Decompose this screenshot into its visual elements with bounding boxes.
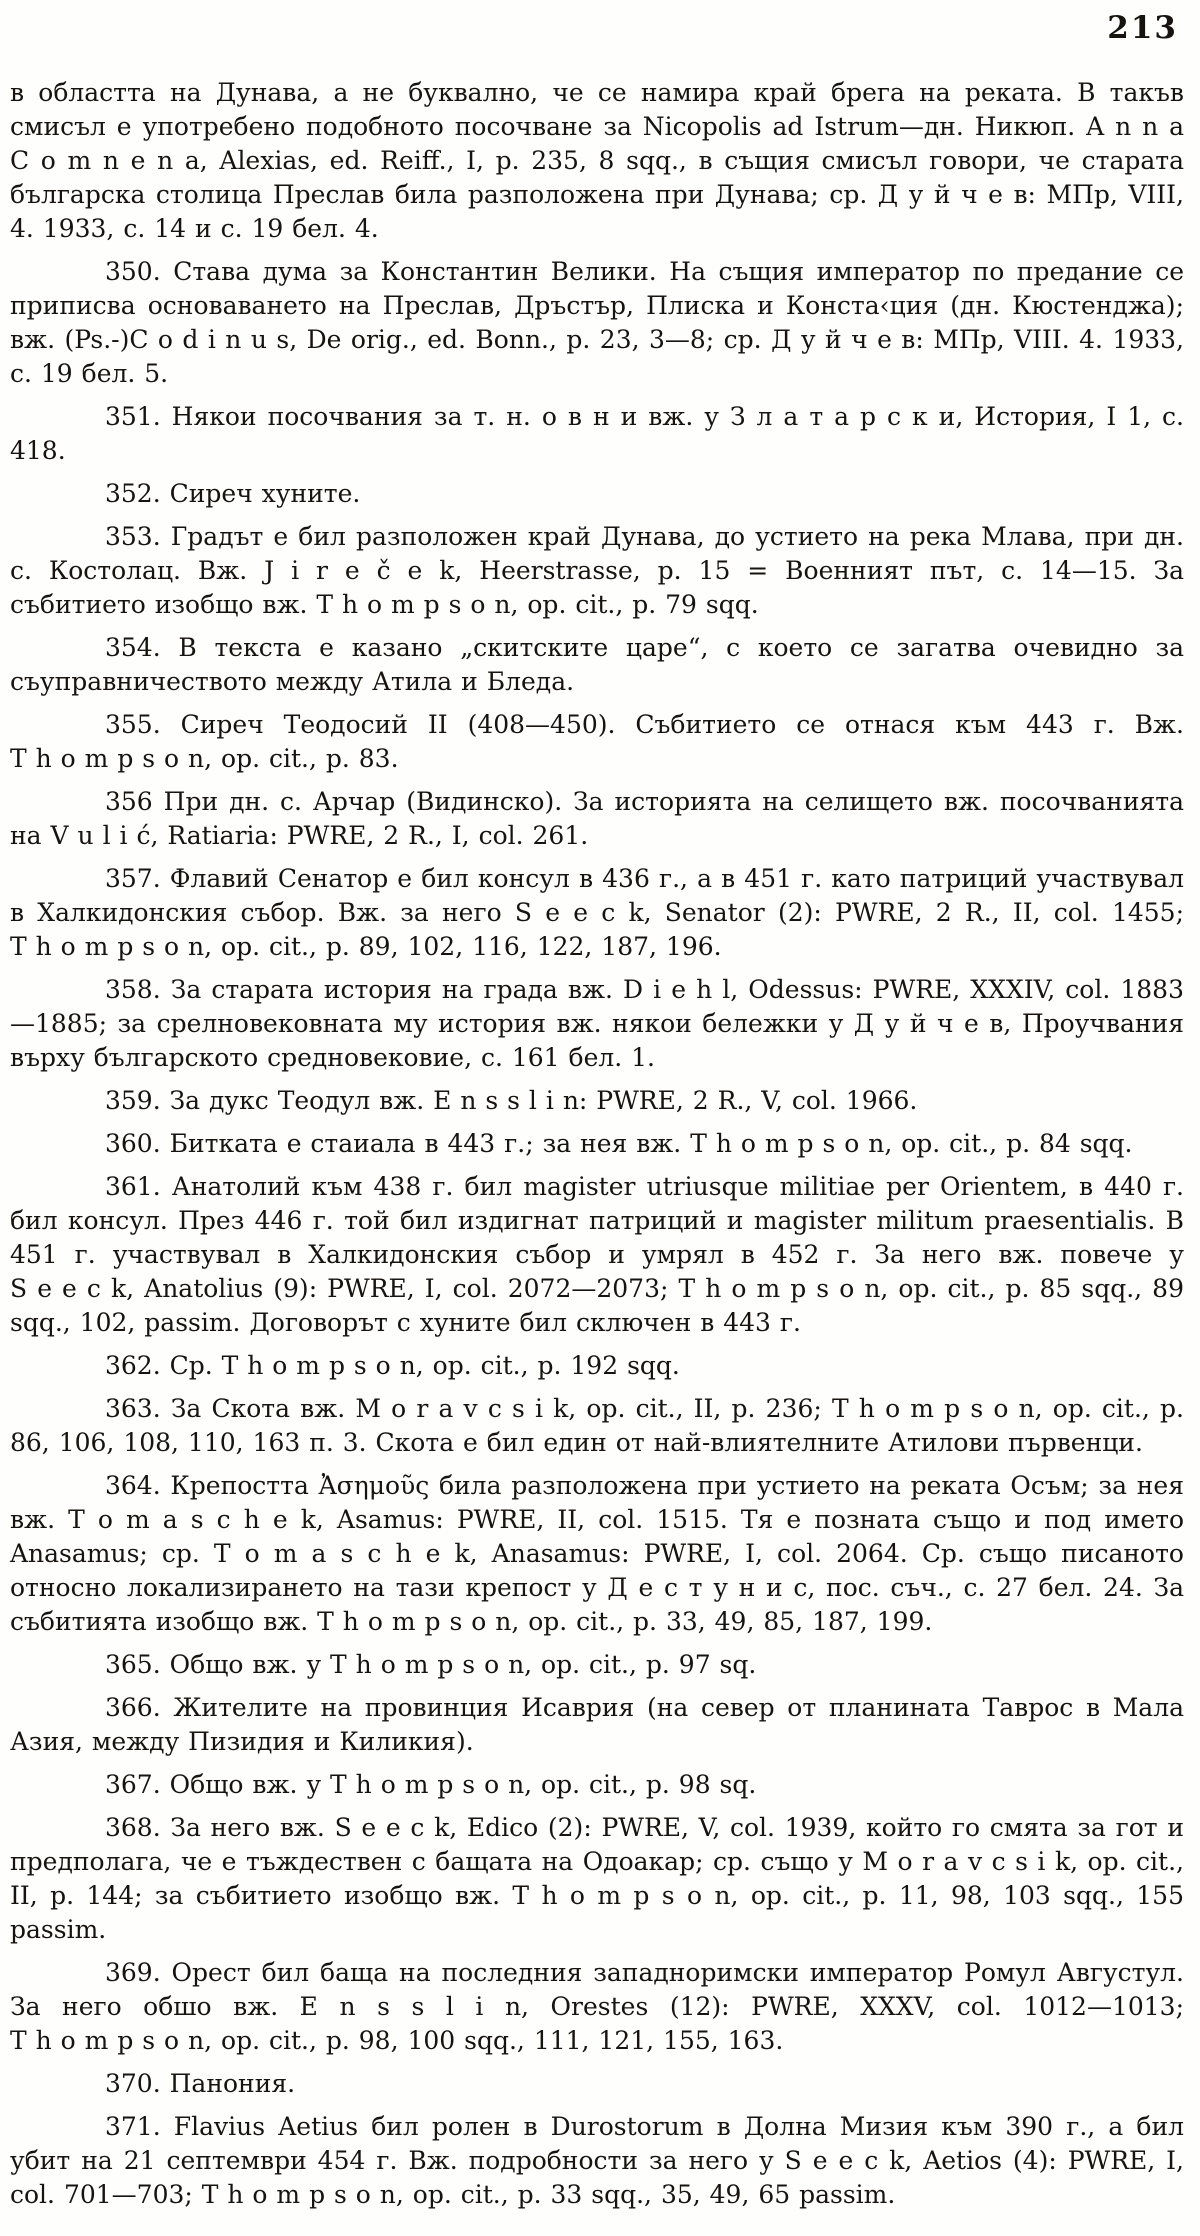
note-363: 363. За Скота вж. M o r a v c s i k, op. cit., II, p. 236; T h o m p s o n, op. cit., p. 86, 106, 108, 110, 163 п. 3. Скота е бил един от най-влиятелните Атилови първенци. — [10, 1394, 1184, 1457]
note-352: 352. Сиреч хуните. — [105, 479, 361, 508]
note-364: 364. Крепостта Ἀσημοῦς била разположена при устието на реката Осъм; за нея вж. T o m a s c h e k, Asamus: PWRE, II, col. 1515. Тя е позната също и под името Anasamus; ср. T o m a s c h e k, Anasamus: PWRE, I, col. 2064. Ср. също писаното относно локализирането на тази крепост у Д е с т у н и с, пос. съч., с. 27 бел. 24. За събитията изобщо вж. T h o m p s o n, op. cit., p. 33, 49, 85, 187, 199. — [10, 1471, 1184, 1636]
note-350: 350. Става дума за Константин Велики. На същия император по предание се приписва основаването на Преслав, Дръстър, Плиска и Конста‹ция (дн. Кюстенджа); вж. (Ps.-)C o d i n u s, De orig., ed. Bonn., p. 23, 3—8; ср. Д у й ч е в: МПр, VIII. 4. 1933, с. 19 бел. 5. — [10, 257, 1184, 388]
note-356: 356 При дн. с. Арчар (Видинско). За историята на селището вж. посочванията на V u l i ć, Ratiaria: PWRE, 2 R., I, col. 261. — [10, 787, 1184, 850]
page-number: 213 — [1107, 10, 1178, 46]
text-body — [10, 76, 1184, 2212]
note-359: 359. За дукс Теодул вж. E n s s l i n: PWRE, 2 R., V, col. 1966. — [105, 1086, 918, 1115]
note-371: 371. Flavius Aetius бил ролен в Durostorum в Долна Мизия към 390 г., а бил убит на 21 септември 454 г. Вж. подробности за него у S e e c k, Aetios (4): PWRE, I, col. 701—703; T h o m p s o n, op. cit., p. 33 sqq., 35, 49, 65 passim. — [10, 2112, 1184, 2209]
note-365: 365. Общо вж. у T h o m p s o n, op. cit., p. 97 sq. — [105, 1650, 757, 1679]
note-370: 370. Панония. — [105, 2069, 296, 2098]
note-367: 367. Общо вж. у T h o m p s o n, op. cit., p. 98 sq. — [105, 1770, 757, 1799]
note-366: 366. Жителите на провинция Исаврия (на север от планината Таврос в Мала Азия, между Пизидия и Киликия). — [10, 1693, 1184, 1756]
note-361: 361. Анатолий към 438 г. бил magister utriusque militiae per Orientem, в 440 г. бил консул. През 446 г. той бил издигнат патриций и magister militum praesentialis. В 451 г. участвувал в Халкидонския събор и умрял в 452 г. За него вж. повече у S e e c k, Anatolius (9): PWRE, I, col. 2072—2073; T h o m p s o n, op. cit., p. 85 sqq., 89 sqq., 102, passim. Договорът с хуните бил сключен в 443 г. — [10, 1172, 1184, 1337]
note-355: 355. Сиреч Теодосий II (408—450). Събитието се отнася към 443 г. Вж. T h o m p s o n, op. cit., p. 83. — [10, 710, 1184, 773]
note-360: 360. Битката е стаиала в 443 г.; за нея вж. T h o m p s o n, op. cit., p. 84 sqq. — [105, 1129, 1133, 1158]
note-369: 369. Орест бил баща на последния западноримски император Ромул Августул. За него обшо вж. E n s s l i n, Orestes (12): PWRE, XXXV, col. 1012—1013; T h o m p s o n, op. cit., p. 98, 100 sqq., 111, 121, 155, 163. — [10, 1958, 1184, 2055]
note-358: 358. За старата история на града вж. D i e h l, Odessus: PWRE, XXXIV, col. 1883—1885; за срелновековната му история вж. някои бележки у Д у й ч е в, Проучвания върху българското средновековие, с. 161 бел. 1. — [10, 975, 1184, 1072]
note-368: 368. За него вж. S e e c k, Edico (2): PWRE, V, col. 1939, който го смята за гот и предполага, че е тъждествен с бащата на Одоакар; ср. също у M o r a v c s i k, op. cit., II, p. 144; за събитието изобщо вж. T h o m p s o n, op. cit., p. 11, 98, 103 sqq., 155 passim. — [10, 1813, 1184, 1944]
paragraph-continuation: в областта на Дунава, а не буквално, че се намира край брега на реката. В такъв смисъл е употребено подобното посочване за Nicopolis ad Istrum—дн. Никюп. A n n a C o m n e n a, Alexias, ed. Reiff., I, p. 235, 8 sqq., в същия смисъл говори, че старата българска столица Преслав била разположена при Дунава; ср. Д у й ч е в: МПр, VIII, 4. 1933, с. 14 и с. 19 бел. 4. — [10, 78, 1184, 243]
note-357: 357. Флавий Сенатор е бил консул в 436 г., а в 451 г. като патриций участвувал в Халкидонския събор. Вж. за него S e e c k, Senator (2): PWRE, 2 R., II, col. 1455; T h o m p s o n, op. cit., p. 89, 102, 116, 122, 187, 196. — [10, 864, 1184, 961]
note-362: 362. Ср. T h o m p s o n, op. cit., p. 192 sqq. — [105, 1351, 680, 1380]
note-351: 351. Някои посочвания за т. н. о в н и вж. у З л а т а р с к и, История, I 1, с. 418. — [10, 402, 1184, 465]
note-353: 353. Градът е бил разположен край Дунава, до устието на река Млава, при дн. с. Костолац. Вж. J i r e č e k, Heerstrasse, p. 15 = Военният път, с. 14—15. За събитието изобщо вж. T h o m p s o n, op. cit., p. 79 sqq. — [10, 522, 1184, 619]
note-354: 354. В текста е казано „скитските царе“, с което се загатва очевидно за съуправничеството между Атила и Бледа. — [10, 633, 1184, 696]
